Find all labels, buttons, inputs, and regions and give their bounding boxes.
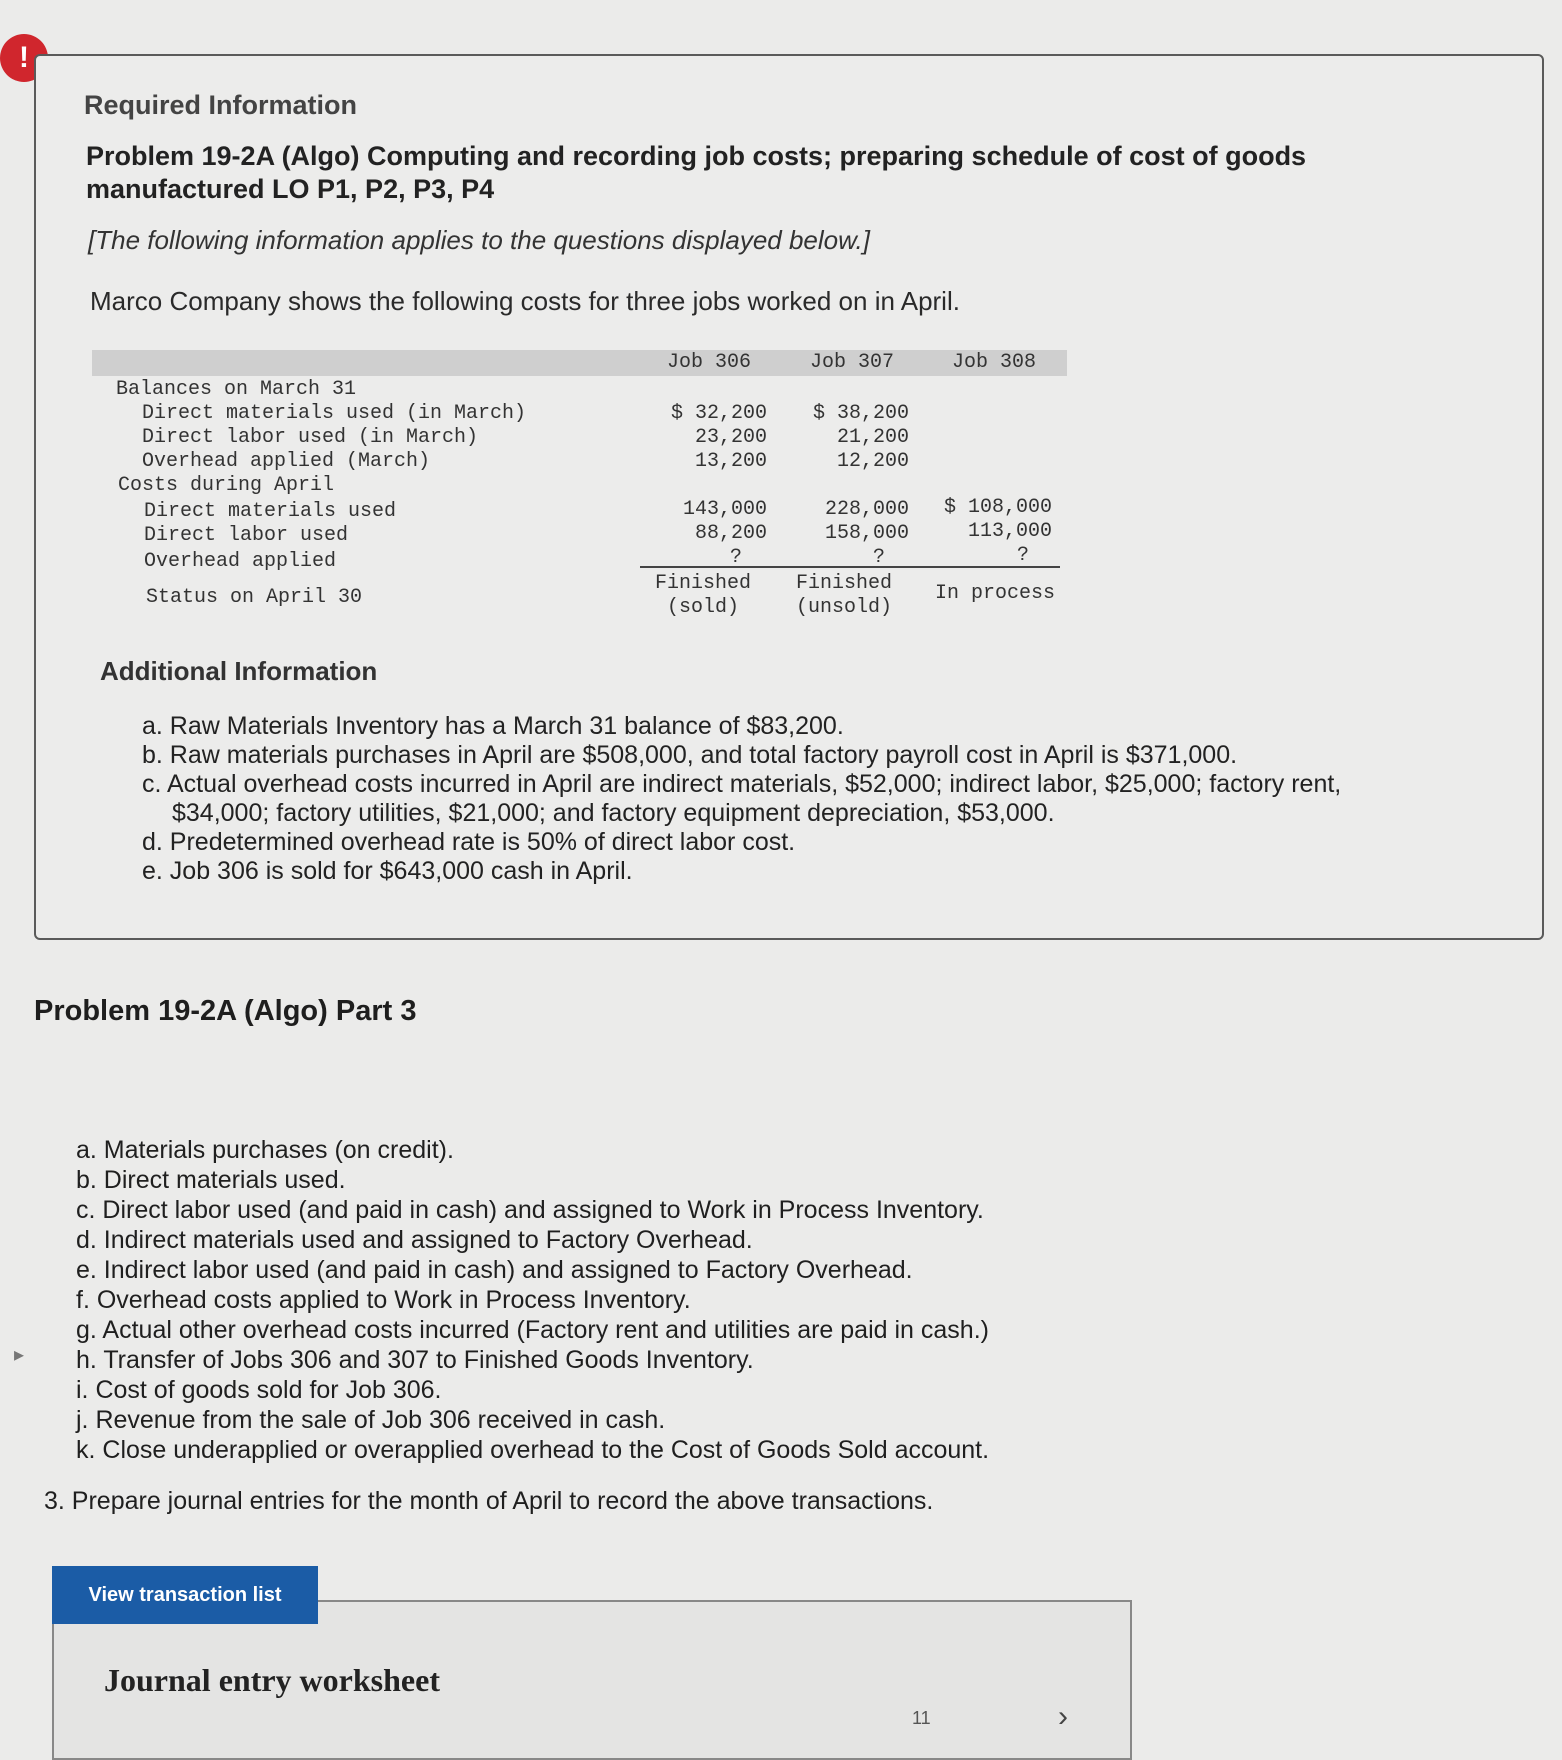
part-title: Problem 19-2A (Algo) Part 3	[34, 995, 417, 1027]
section-balances-march: Balances on March 31	[116, 378, 357, 401]
section-costs-april: Costs during April	[118, 474, 335, 497]
transaction-list	[76, 1135, 1076, 1465]
job306-dl-march: 23,200	[694, 426, 767, 449]
alert-icon: !	[0, 34, 48, 82]
job306-oh-march: 13,200	[694, 450, 767, 473]
additional-information-list	[142, 712, 1412, 886]
job306-dm-april: 143,000	[682, 498, 767, 521]
worksheet-title: Journal entry worksheet	[104, 1662, 440, 1698]
job307-oh-april: ?	[872, 546, 885, 569]
additional-item-d: d. Predetermined overhead rate is 50% of direct labor cost.	[142, 828, 796, 856]
row-label-oh-april: Overhead applied	[144, 550, 337, 573]
column-header-job-307: Job 307	[810, 351, 895, 374]
additional-information-title: Additional Information	[100, 656, 378, 686]
job307-status: Finished (unsold)	[795, 572, 892, 619]
job307-oh-march: 12,200	[836, 450, 909, 473]
view-transaction-list-button[interactable]: View transaction list	[52, 1566, 318, 1624]
job307-dm-march: $ 38,200	[812, 402, 909, 425]
transaction-item-i: i. Cost of goods sold for Job 306.	[76, 1376, 442, 1404]
additional-item-a: a. Raw Materials Inventory has a March 31 balance of $83,200.	[142, 712, 844, 740]
question-prompt: 3. Prepare journal entries for the month of April to record the above transactions.	[44, 1487, 934, 1515]
column-header-job-308: Job 308	[952, 351, 1037, 374]
row-label-status: Status on April 30	[146, 586, 363, 609]
row-label-dl-march: Direct labor used (in March)	[142, 426, 479, 449]
intro-text: Marco Company shows the following costs for three jobs worked on in April.	[90, 286, 960, 316]
row-label-dm-april: Direct materials used	[144, 500, 397, 523]
additional-item-c: c. Actual overhead costs incurred in April are indirect materials, $52,000; indirect labor, $25,000; factory rent, $34,000; factory utilities, $21,000; and factory equipment depreciation, $53,000.	[142, 770, 1342, 827]
job308-status: In process	[934, 582, 1056, 605]
job308-oh-april: ?	[1016, 544, 1029, 567]
transaction-item-b: b. Direct materials used.	[76, 1166, 346, 1194]
job308-dl-april: 113,000	[967, 520, 1052, 543]
job307-dl-april: 158,000	[824, 522, 909, 545]
job-cost-table	[92, 350, 1067, 630]
text-caret-icon: ▸	[14, 1344, 25, 1366]
row-label-oh-march: Overhead applied (March)	[142, 450, 431, 473]
transaction-item-e: e. Indirect labor used (and paid in cash) and assigned to Factory Overhead.	[76, 1256, 913, 1284]
column-header-job-306: Job 306	[667, 351, 752, 374]
transaction-item-j: j. Revenue from the sale of Job 306 received in cash.	[76, 1406, 666, 1434]
job307-dm-april: 228,000	[824, 498, 909, 521]
worksheet-page-number[interactable]: 11	[912, 1708, 931, 1728]
transaction-item-a: a. Materials purchases (on credit).	[76, 1136, 454, 1164]
additional-item-e: e. Job 306 is sold for $643,000 cash in April.	[142, 857, 633, 885]
table-total-rule	[640, 566, 1060, 568]
required-information-title: Required Information	[84, 90, 358, 120]
row-label-dm-march: Direct materials used (in March)	[142, 402, 527, 425]
intro-note: [The following information applies to the questions displayed below.]	[88, 225, 870, 255]
transaction-item-k: k. Close underapplied or overapplied overhead to the Cost of Goods Sold account.	[76, 1436, 990, 1464]
row-label-dl-april: Direct labor used	[144, 524, 349, 547]
transaction-item-g: g. Actual other overhead costs incurred (Factory rent and utilities are paid in cash.)	[76, 1316, 989, 1344]
job307-dl-march: 21,200	[836, 426, 909, 449]
job308-dm-april: $ 108,000	[943, 496, 1052, 519]
additional-item-b: b. Raw materials purchases in April are $508,000, and total factory payroll cost in April is $371,000.	[142, 741, 1238, 769]
transaction-item-f: f. Overhead costs applied to Work in Process Inventory.	[76, 1286, 691, 1314]
transaction-item-h: h. Transfer of Jobs 306 and 307 to Finished Goods Inventory.	[76, 1346, 754, 1374]
job306-dm-march: $ 32,200	[670, 402, 767, 425]
job306-status: Finished (sold)	[654, 572, 751, 619]
transaction-item-d: d. Indirect materials used and assigned to Factory Overhead.	[76, 1226, 753, 1254]
problem-heading: Problem 19-2A (Algo) Computing and recording job costs; preparing schedule of cost of goods manufactured LO P1, P2, P3, P4	[86, 141, 1307, 204]
transaction-item-c: c. Direct labor used (and paid in cash) and assigned to Work in Process Inventory.	[76, 1196, 984, 1224]
job306-oh-april: ?	[729, 546, 742, 569]
next-page-chevron-icon[interactable]: ›	[1058, 1700, 1068, 1733]
job306-dl-april: 88,200	[694, 522, 767, 545]
table-header-band	[92, 350, 1067, 376]
